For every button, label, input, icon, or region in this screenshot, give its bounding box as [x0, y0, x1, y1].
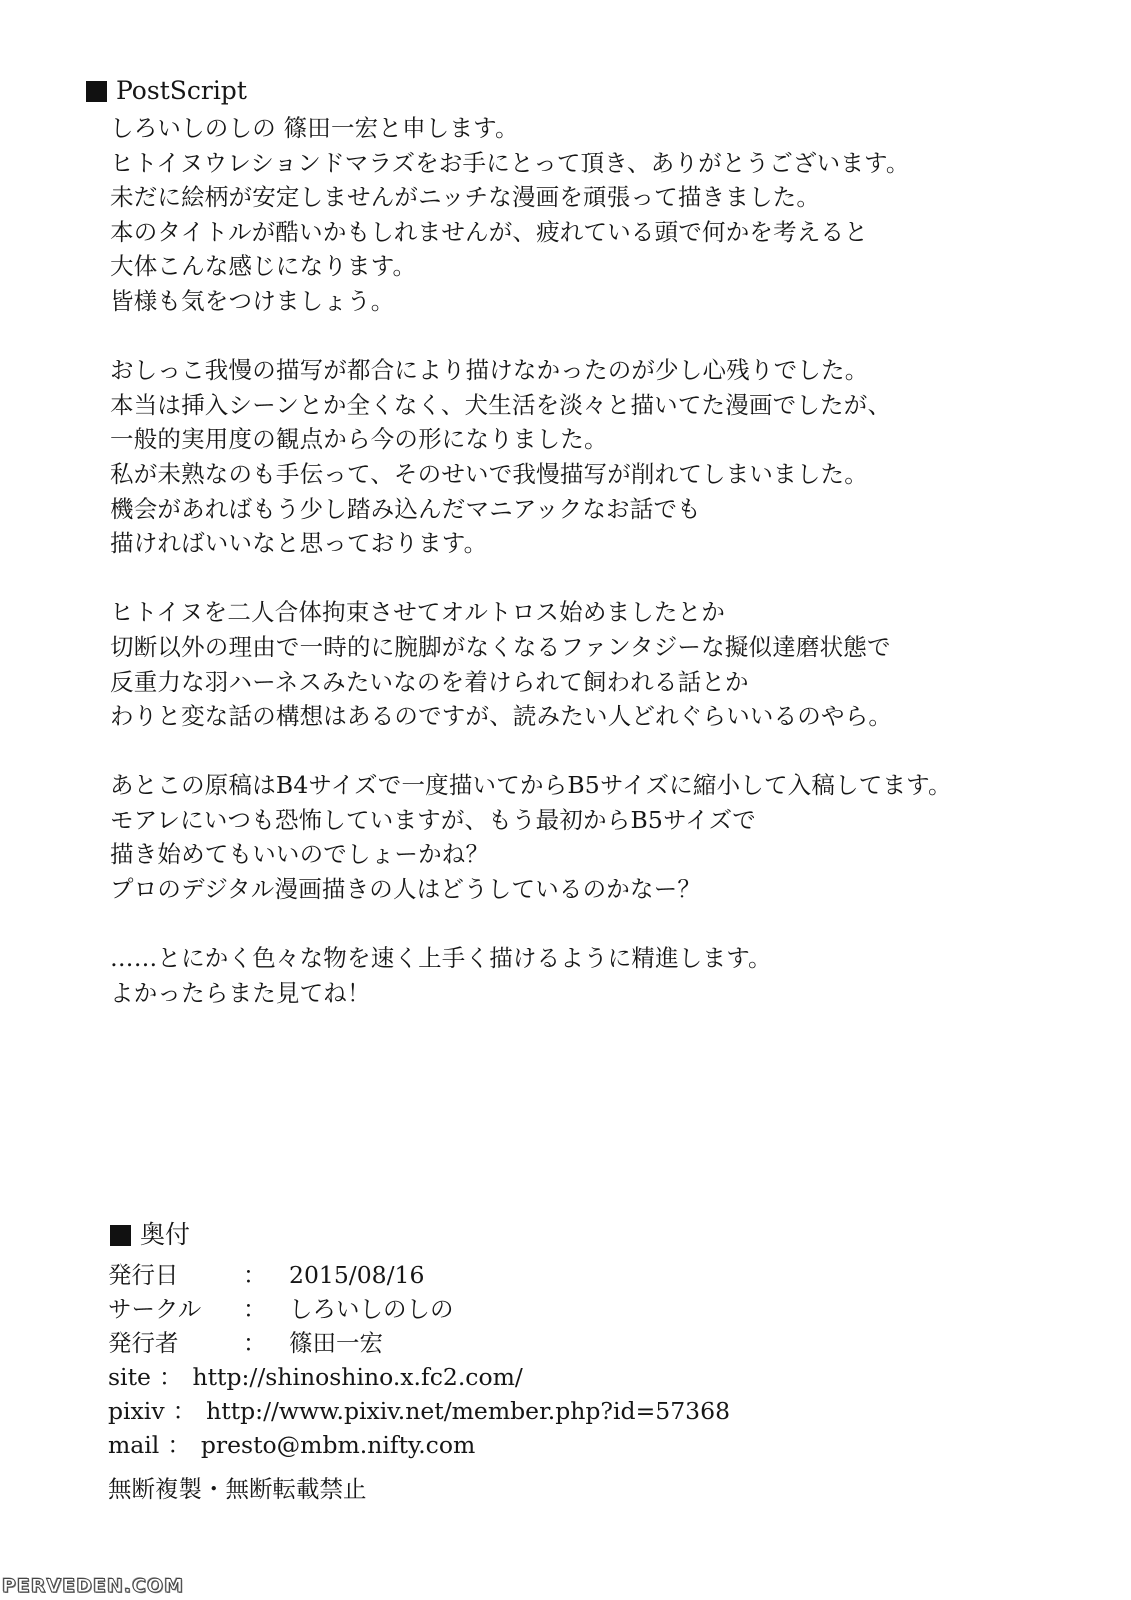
site-watermark: PERVEDEN.COM: [2, 1575, 185, 1597]
colophon-heading: [110, 1220, 190, 1250]
postscript-line: 反重力な羽ハーネスみたいなのを着けられて飼われる話とか: [110, 667, 749, 696]
postscript-line: ……とにかく色々な物を速く上手く描けるように精進します。: [110, 944, 772, 973]
postscript-line: 未だに絵柄が安定しませんがニッチな漫画を頑張って描きました。: [110, 183, 821, 212]
postscript-heading: [86, 76, 247, 106]
postscript-line: しろいしのしの 篠田一宏と申します。: [110, 114, 519, 142]
postscript-line: わりと変な話の構想はあるのですが、読みたい人どれぐらいいるのやら。: [110, 702, 893, 731]
colophon-separator: ：: [243, 1329, 267, 1357]
colophon-value: presto@mbm.nifty.com: [200, 1431, 476, 1459]
copyright-notice: 無断複製・無断転載禁止: [108, 1475, 367, 1503]
postscript-line: あとこの原稿はB4サイズで一度描いてからB5サイズに縮小して入稿してます。: [110, 771, 952, 800]
colophon-label: 発行者: [108, 1329, 179, 1357]
colophon-label: サークル: [108, 1295, 202, 1323]
postscript-line: プロのデジタル漫画描きの人はどうしているのかなー？: [110, 875, 702, 904]
colophon-row: [108, 1428, 730, 1462]
colophon-value: 2015/08/16: [289, 1261, 425, 1289]
colophon-separator: ：: [158, 1363, 183, 1391]
paragraph-gap: [110, 907, 1120, 942]
colophon-row: [108, 1360, 730, 1394]
square-bullet-icon: [86, 81, 107, 102]
colophon-row: [108, 1258, 730, 1292]
postscript-line: ヒトイヌを二人合体拘束させてオルトロス始めましたとか: [110, 598, 726, 627]
colophon-row: [108, 1292, 730, 1326]
paragraph-gap: [110, 319, 1120, 354]
colophon-label: 発行日: [108, 1261, 179, 1289]
postscript-line: 一般的実用度の観点から今の形になりました。: [110, 425, 608, 454]
colophon-heading-text: 奥付: [140, 1220, 191, 1249]
postscript-line: ヒトイヌウレションドマラズをお手にとって頂き、ありがとうございます。: [110, 148, 910, 177]
paragraph-gap: [110, 561, 1120, 596]
postscript-line: 本当は挿入シーンとか全くなく、犬生活を淡々と描いてた漫画でしたが、: [110, 390, 892, 419]
colophon-value: しろいしのしの: [289, 1295, 454, 1323]
postscript-line: 皆様も気をつけましょう。: [110, 286, 395, 315]
postscript-line: よかったらまた見てね！: [110, 978, 371, 1007]
square-bullet-icon: [110, 1225, 131, 1246]
postscript-line: 機会があればもう少し踏み込んだマニアックなお話でも: [110, 494, 701, 523]
colophon-row: [108, 1326, 730, 1360]
colophon-separator: ：: [167, 1431, 191, 1459]
postscript-line: 描き始めてもいいのでしょーかね？: [110, 840, 490, 869]
colophon-row: [108, 1394, 730, 1428]
postscript-line: 大体こんな感じになります。: [110, 252, 417, 281]
colophon-value: 篠田一宏: [289, 1329, 383, 1357]
postscript-line: 切断以外の理由で一時的に腕脚がなくなるファンタジーな擬似達磨状態で: [110, 632, 891, 661]
colophon-table: [108, 1258, 730, 1462]
colophon-label: site: [108, 1363, 151, 1391]
postscript-line: 描ければいいなと思っております。: [110, 529, 488, 558]
colophon-value: http://www.pixiv.net/member.php?id=57368: [206, 1397, 731, 1425]
colophon-separator: ：: [243, 1295, 267, 1323]
colophon-value: http://shinoshino.x.fc2.com/: [192, 1363, 523, 1391]
colophon-separator: ：: [243, 1261, 267, 1289]
postscript-body: [110, 111, 1120, 1010]
paragraph-gap: [110, 734, 1120, 769]
colophon-label: pixiv: [108, 1397, 165, 1425]
postscript-line: おしっこ我慢の描写が都合により描けなかったのが少し心残りでした。: [110, 356, 869, 385]
postscript-heading-text: PostScript: [116, 76, 247, 105]
postscript-line: モアレにいつも恐怖していますが、もう最初からB5サイズで: [110, 805, 756, 834]
colophon-label: mail: [108, 1431, 160, 1459]
colophon-separator: ：: [172, 1397, 197, 1425]
postscript-line: 私が未熟なのも手伝って、そのせいで我慢描写が削れてしまいました。: [110, 459, 868, 488]
postscript-line: 本のタイトルが酷いかもしれませんが、疲れている頭で何かを考えると: [110, 217, 868, 246]
